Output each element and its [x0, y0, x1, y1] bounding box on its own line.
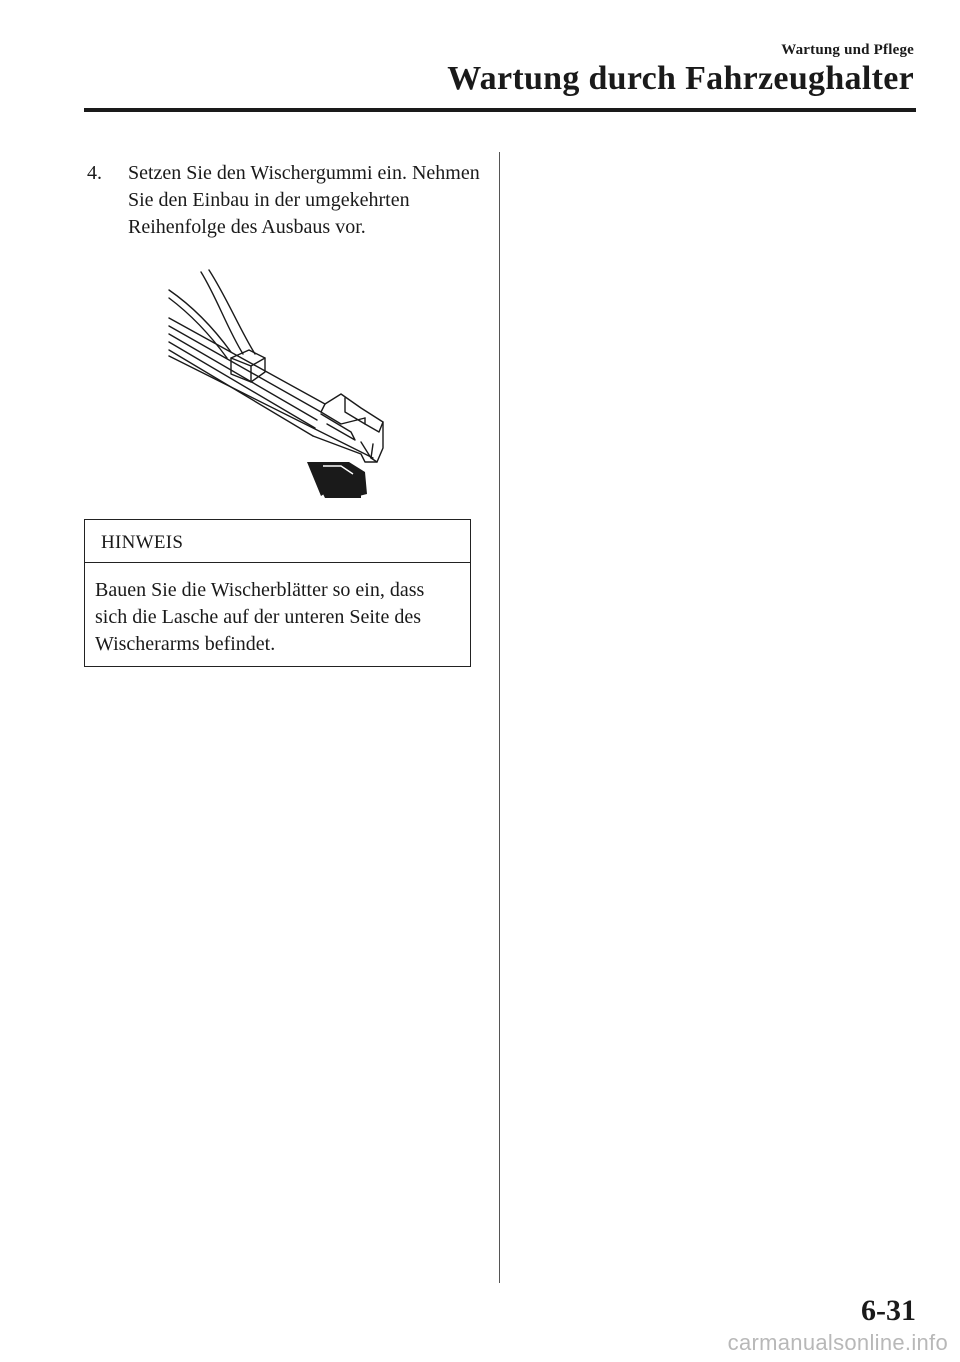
section-label: Wartung und Pflege — [781, 42, 914, 58]
step-number: 4. — [87, 162, 102, 184]
wiper-blade-icon — [165, 268, 395, 500]
step-text: Setzen Sie den Wischergummi ein. Nehmen Sie den Einbau in der umgekehrten Reihenfolge des Ausbaus vor. — [128, 162, 480, 238]
watermark: carmanualsonline.info — [727, 1330, 948, 1355]
note-text: Bauen Sie die Wischerblätter so ein, dass sich die Lasche auf der unteren Seite des Wischerarms befindet. — [95, 579, 425, 655]
note-heading: HINWEIS — [85, 520, 470, 563]
column-divider — [499, 152, 500, 1283]
note-box — [84, 519, 471, 667]
wiper-blade-illustration — [165, 268, 395, 500]
instruction-step — [87, 160, 487, 241]
header-divider — [84, 108, 916, 112]
page-number: 6-31 — [861, 1294, 916, 1327]
page-title: Wartung durch Fahrzeughalter — [447, 60, 914, 97]
